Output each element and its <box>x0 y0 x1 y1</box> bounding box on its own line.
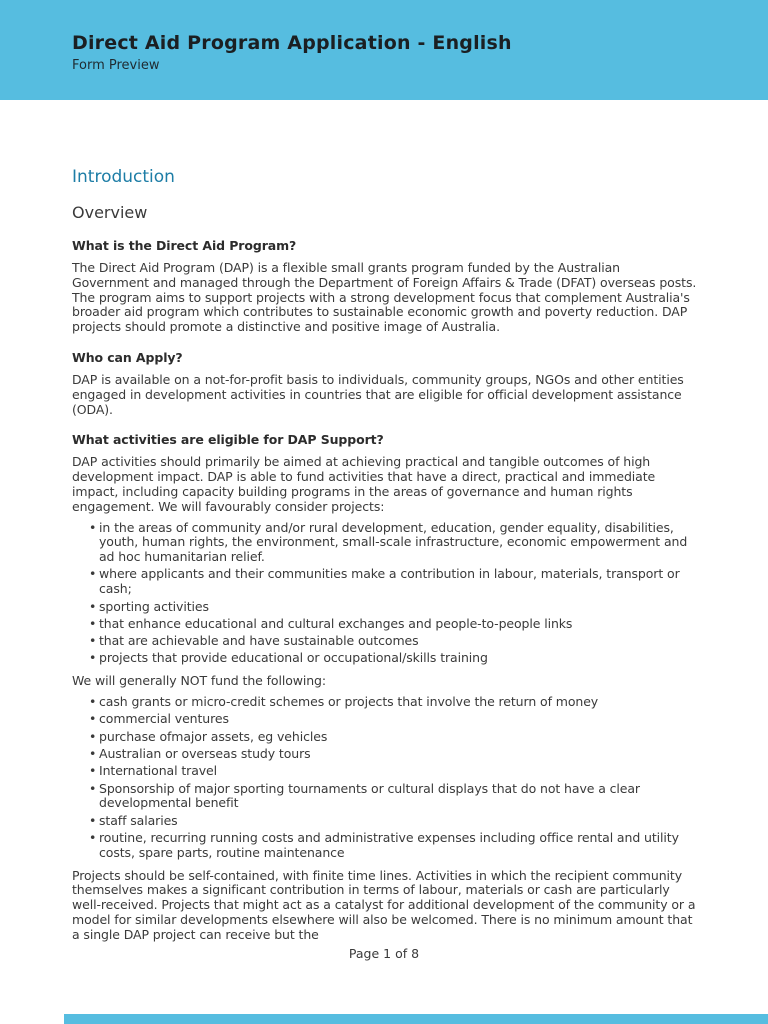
list-item: • cash grants or micro-credit schemes or projects that involve the return of money <box>89 695 698 710</box>
list-item: • that are achievable and have sustainable outcomes <box>89 634 698 649</box>
document-title: Direct Aid Program Application - English <box>72 32 512 54</box>
not-funded-list <box>72 695 698 860</box>
preview-header <box>0 0 768 100</box>
list-item: • in the areas of community and/or rural development, education, gender equality, disabilities, youth, human rights, the environment, small-scale infrastructure, economic empowerment and ad hoc humanitarian relief. <box>89 521 698 565</box>
preview-subtitle: Form Preview <box>72 58 160 73</box>
favourable-projects-list <box>72 521 698 667</box>
subsection-title-overview: Overview <box>72 203 148 222</box>
paragraph-who-can-apply: DAP is available on a not-for-profit basis to individuals, community groups, NGOs and other entities engaged in development activities in countries that are eligible for official development assistance (ODA). <box>72 371 684 417</box>
list-item: • sporting activities <box>89 600 698 615</box>
list-item: • where applicants and their communities make a contribution in labour, materials, transport or cash; <box>89 567 698 597</box>
question-heading-who-can-apply: Who can Apply? <box>72 349 183 365</box>
paragraph-not-fund-intro: We will generally NOT fund the following: <box>72 673 327 689</box>
page-footer <box>0 946 768 961</box>
list-item: • staff salaries <box>89 814 698 829</box>
list-item: • routine, recurring running costs and administrative expenses including office rental and utility costs, spare parts, routine maintenance <box>89 831 698 861</box>
page-content <box>0 100 768 942</box>
paragraph-eligible-activities: DAP activities should primarily be aimed at achieving practical and tangible outcomes of high development impact. DAP is able to fund activities that have a direct, practical and immediate impact, including capacity building programs in the areas of governance and human rights engagement. We will favourably consider projects: <box>72 454 656 514</box>
next-page-header-strip <box>64 1014 768 1024</box>
section-title-introduction: Introduction <box>72 167 175 187</box>
list-item: • projects that provide educational or occupational/skills training <box>89 651 698 666</box>
question-heading-what-is-dap: What is the Direct Aid Program? <box>72 238 297 253</box>
list-item: • that enhance educational and cultural exchanges and people-to-people links <box>89 617 698 632</box>
list-item: • Sponsorship of major sporting tournaments or cultural displays that do not have a clear developmental benefit <box>89 782 698 812</box>
paragraph-closing: Projects should be self-contained, with finite time lines. Activities in which the recipient community themselves makes a significant contribution in terms of labour, materials or cash are particularly well-received. Projects that might act as a catalyst for additional development of the community or a model for similar developments elsewhere will also be welcomed. There is no minimum amount that a single DAP project can receive but the <box>72 867 696 942</box>
list-item: • commercial ventures <box>89 712 698 727</box>
paragraph-what-is-dap: The Direct Aid Program (DAP) is a flexible small grants program funded by the Australian Government and managed through the Department of Foreign Affairs & Trade (DFAT) overseas posts. The program aims to support projects with a strong development focus that complement Australia's broader aid program which contributes to sustainable economic growth and poverty reduction. DAP projects should promote a distinctive and positive image of Australia. <box>72 260 697 335</box>
list-item: • purchase ofmajor assets, eg vehicles <box>89 730 698 745</box>
list-item: • International travel <box>89 764 698 779</box>
list-item: • Australian or overseas study tours <box>89 747 698 762</box>
question-heading-eligible-activities: What activities are eligible for DAP Support? <box>72 432 384 448</box>
page-number: Page 1 of 8 <box>348 946 420 961</box>
